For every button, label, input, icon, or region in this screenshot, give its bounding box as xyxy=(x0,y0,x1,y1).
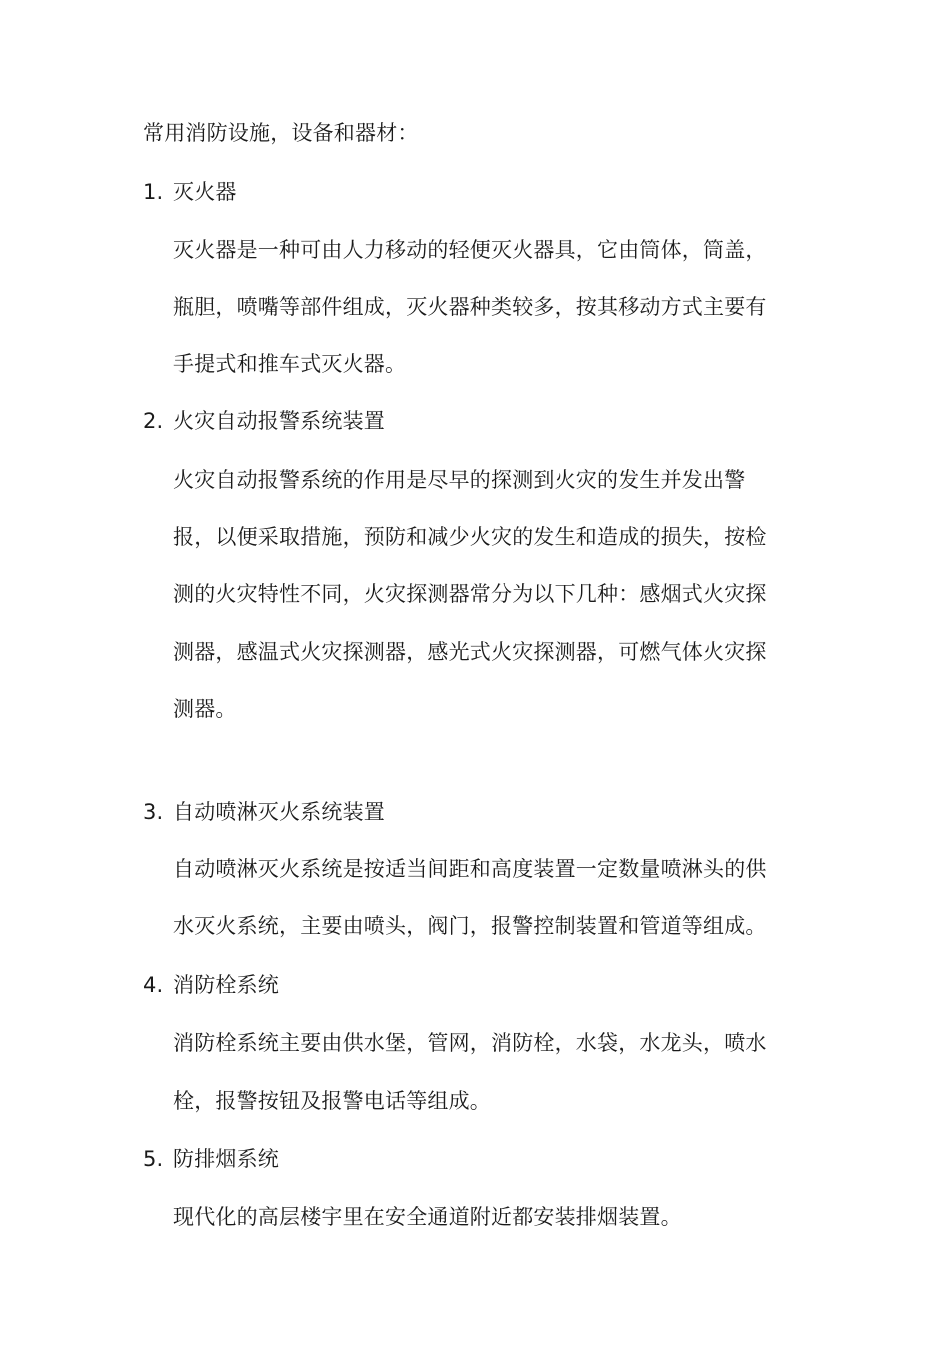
paragraph-line: 现代化的高层楼宇里在安全通道附近都安装排烟装置。 xyxy=(173,1205,682,1229)
section-heading xyxy=(143,407,385,435)
paragraph-line: 测器，感温式火灾探测器，感光式火灾探测器，可燃气体火灾探 xyxy=(173,640,767,664)
paragraph-line: 手提式和推车式灭火器。 xyxy=(173,352,407,376)
section-title: 自动喷淋灭火系统装置 xyxy=(173,800,385,824)
section-number: 5. xyxy=(143,1147,164,1171)
section-title: 消防栓系统 xyxy=(173,973,279,997)
section-heading xyxy=(143,178,237,206)
section-title: 防排烟系统 xyxy=(173,1147,279,1171)
section-heading xyxy=(143,798,385,826)
paragraph-line: 自动喷淋灭火系统是按适当间距和高度装置一定数量喷淋头的供 xyxy=(173,857,767,881)
section-number: 4. xyxy=(143,973,164,997)
paragraph-line: 测的火灾特性不同，火灾探测器常分为以下几种：感烟式火灾探 xyxy=(173,582,767,606)
paragraph-line: 测器。 xyxy=(173,697,237,721)
paragraph-line: 水灭火系统，主要由喷头，阀门，报警控制装置和管道等组成。 xyxy=(173,914,767,938)
section-title: 火灾自动报警系统装置 xyxy=(173,409,385,433)
section-heading xyxy=(143,1145,279,1173)
paragraph-line: 报，以便采取措施，预防和减少火灾的发生和造成的损失，按检 xyxy=(173,525,767,549)
paragraph-line: 瓶胆，喷嘴等部件组成，灭火器种类较多，按其移动方式主要有 xyxy=(173,295,767,319)
paragraph-line: 栓，报警按钮及报警电话等组成。 xyxy=(173,1089,491,1113)
section-number: 2. xyxy=(143,409,164,433)
section-number: 3. xyxy=(143,800,164,824)
paragraph-line: 火灾自动报警系统的作用是尽早的探测到火灾的发生并发出警 xyxy=(173,468,746,492)
document-intro: 常用消防设施，设备和器材： xyxy=(143,121,419,145)
section-number: 1. xyxy=(143,180,164,204)
paragraph-line: 消防栓系统主要由供水堡，管网，消防栓，水袋，水龙头，喷水 xyxy=(173,1031,767,1055)
paragraph-line: 灭火器是一种可由人力移动的轻便灭火器具，它由筒体，筒盖， xyxy=(173,238,767,262)
section-title: 灭火器 xyxy=(173,180,237,204)
section-heading xyxy=(143,971,279,999)
